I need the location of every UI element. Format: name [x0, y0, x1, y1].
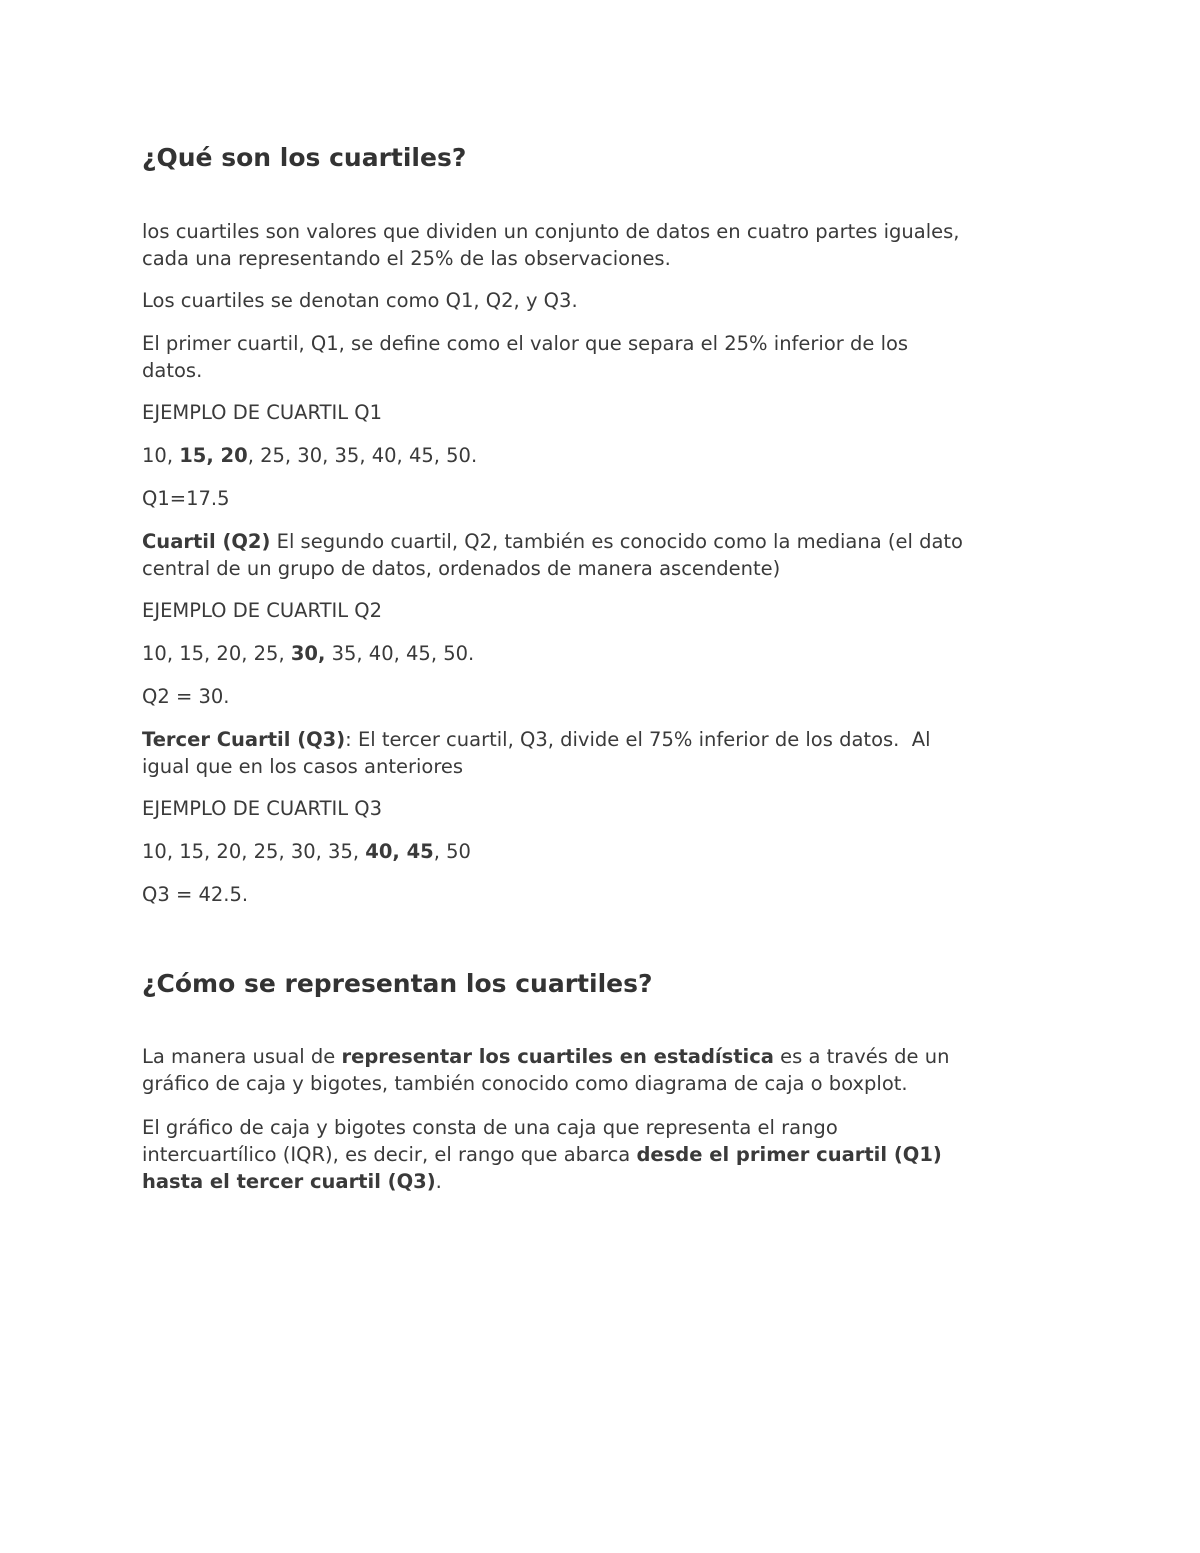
q2-example-data	[142, 640, 1072, 667]
q3-data-pre: 10, 15, 20, 25, 30, 35,	[142, 840, 366, 863]
q1-data-pre: 10,	[142, 444, 180, 467]
q1-definition-line-2: datos.	[142, 359, 203, 382]
paragraph-boxplot-description	[142, 1114, 1072, 1195]
boxplot-description-line-1: El gráfico de caja y bigotes consta de una caja que representa el rango	[142, 1116, 838, 1139]
paragraph-q3-definition	[142, 726, 1072, 780]
q2-data-bold: 30,	[290, 642, 326, 665]
q3-definition-line-1: : El tercer cuartil, Q3, divide el 75% inferior de los datos. Al	[345, 728, 931, 751]
q3-data-bold: 40, 45	[365, 840, 434, 863]
q2-data-pre: 10, 15, 20, 25,	[142, 642, 291, 665]
q1-example-data	[142, 442, 1072, 469]
q1-example-title: EJEMPLO DE CUARTIL Q1	[142, 401, 383, 424]
intro-line-2: cada una representando el 25% de las observaciones.	[142, 247, 671, 270]
q2-definition-bold: Cuartil (Q2)	[142, 530, 271, 553]
q1-data-post: , 25, 30, 35, 40, 45, 50.	[247, 444, 478, 467]
boxplot-intro-line-1-post: es a través de un	[773, 1045, 950, 1068]
q3-definition-line-2: igual que en los casos anteriores	[142, 755, 464, 778]
q1-result: Q1=17.5	[142, 487, 230, 510]
paragraph-denotation: Los cuartiles se denotan como Q1, Q2, y Q3.	[142, 289, 578, 312]
paragraph-q1-definition	[142, 330, 1072, 384]
paragraph-boxplot-intro	[142, 1043, 1072, 1097]
q2-result: Q2 = 30.	[142, 685, 230, 708]
boxplot-description-line-3-bold: hasta el tercer cuartil (Q3)	[142, 1170, 436, 1193]
paragraph-intro	[142, 218, 1072, 272]
heading-que-son-cuartiles: ¿Qué son los cuartiles?	[142, 143, 467, 172]
intro-line-1: los cuartiles son valores que dividen un conjunto de datos en cuatro partes iguales,	[142, 220, 960, 243]
q1-data-bold: 15, 20	[179, 444, 248, 467]
boxplot-description-line-3-post: .	[435, 1170, 442, 1193]
boxplot-description-line-2-pre: intercuartílico (IQR), es decir, el rango que abarca	[142, 1143, 637, 1166]
paragraph-q2-definition	[142, 528, 1072, 582]
q3-result: Q3 = 42.5.	[142, 883, 249, 906]
q3-definition-bold: Tercer Cuartil (Q3)	[142, 728, 346, 751]
q1-definition-line-1: El primer cuartil, Q1, se define como el valor que separa el 25% inferior de los	[142, 332, 909, 355]
q3-example-title: EJEMPLO DE CUARTIL Q3	[142, 797, 383, 820]
q3-data-post: , 50	[433, 840, 471, 863]
boxplot-intro-line-2: gráfico de caja y bigotes, también conocido como diagrama de caja o boxplot.	[142, 1072, 908, 1095]
boxplot-description-line-2-bold: desde el primer cuartil (Q1)	[636, 1143, 942, 1166]
q2-definition-line-1: El segundo cuartil, Q2, también es conocido como la mediana (el dato	[270, 530, 963, 553]
boxplot-intro-pre: La manera usual de	[142, 1045, 342, 1068]
heading-como-se-representan: ¿Cómo se representan los cuartiles?	[142, 969, 653, 998]
boxplot-intro-bold: representar los cuartiles en estadística	[341, 1045, 774, 1068]
q3-example-data	[142, 838, 1072, 865]
q2-definition-line-2: central de un grupo de datos, ordenados de manera ascendente)	[142, 557, 781, 580]
q2-data-post: 35, 40, 45, 50.	[325, 642, 475, 665]
q2-example-title: EJEMPLO DE CUARTIL Q2	[142, 599, 383, 622]
